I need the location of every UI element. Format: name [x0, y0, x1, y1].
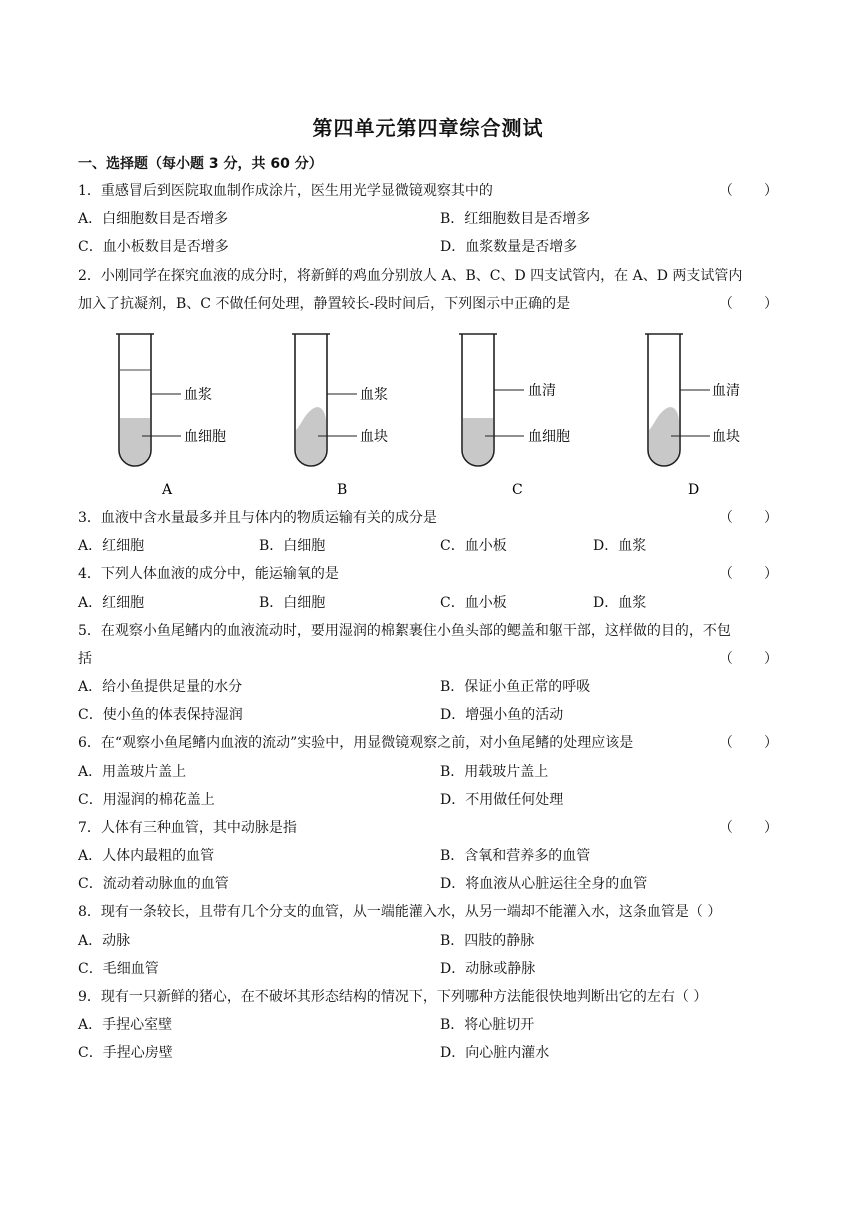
option-b: B．四肢的静脉	[440, 933, 535, 949]
option-c: C．血小板	[440, 595, 507, 611]
test-tube-d	[645, 334, 740, 498]
option-d: D．血浆	[593, 538, 647, 554]
answer-bracket: （ ）	[718, 566, 778, 582]
test-tube-c	[459, 334, 570, 498]
option-d: D．将血液从心脏运往全身的血管	[440, 876, 648, 892]
question-3	[78, 508, 778, 528]
question-4	[78, 564, 778, 584]
question-1	[78, 181, 778, 201]
option-c: C．血小板数目是否增多	[78, 239, 229, 255]
test-tube-figure	[78, 322, 778, 502]
question-7	[78, 818, 778, 838]
option-a: A．红细胞	[78, 595, 145, 611]
section-heading: 一、选择题（每小题 3 分，共 60 分）	[78, 156, 323, 172]
label-b-top: 血浆	[360, 387, 388, 403]
test-tube-a	[116, 334, 226, 498]
option-b: B．含氧和营养多的血管	[440, 848, 591, 864]
question-6	[78, 733, 778, 753]
question-stem: 6．在“观察小鱼尾鳍内血液的流动”实验中，用显微镜观察之前，对小鱼尾鳍的处理应该是	[78, 735, 634, 751]
option-a: A．白细胞数目是否增多	[78, 211, 229, 227]
question-5	[78, 649, 778, 669]
option-c: C．使小鱼的体表保持湿润	[78, 707, 243, 723]
option-d: D．血浆数量是否增多	[440, 239, 578, 255]
answer-bracket: （ ）	[718, 651, 778, 667]
option-d: D．增强小鱼的活动	[440, 707, 564, 723]
option-b: B．将心脏切开	[440, 1017, 535, 1033]
question-stem: 3．血液中含水量最多并且与体内的物质运输有关的成分是	[78, 510, 437, 526]
question-5-line1: 5．在观察小鱼尾鳍内的血液流动时，要用湿润的棉絮裹住小鱼头部的鳃盖和躯干部，这样做的目的，不包	[78, 623, 731, 639]
option-b: B．保证小鱼正常的呼吸	[440, 679, 591, 695]
option-a: A．手捏心室壁	[78, 1017, 173, 1033]
label-b-bottom: 血块	[360, 429, 388, 445]
option-c: C．用湿润的棉花盖上	[78, 792, 215, 808]
question-stem: 加入了抗凝剂，B、C 不做任何处理，静置较长-段时间后，下列图示中正确的是	[78, 296, 571, 312]
question-8: 8．现有一条较长，且带有几个分支的血管，从一端能灌入水，从另一端却不能灌入水，这条血管是（ ）	[78, 904, 722, 920]
option-b: B．白细胞	[259, 595, 326, 611]
option-a: A．给小鱼提供足量的水分	[78, 679, 243, 695]
label-c-bottom: 血细胞	[528, 429, 570, 445]
question-stem: 1．重感冒后到医院取血制作成涂片，医生用光学显微镜观察其中的	[78, 183, 493, 199]
label-a-bottom: 血细胞	[184, 429, 226, 445]
question-stem: 4．下列人体血液的成分中，能运输氧的是	[78, 566, 339, 582]
caption-c: C	[512, 482, 523, 498]
question-9: 9．现有一只新鲜的猪心，在不破坏其形态结构的情况下，下列哪种方法能很快地判断出它的左右（ ）	[78, 989, 708, 1005]
answer-bracket: （ ）	[718, 820, 778, 836]
question-2-line1: 2．小刚同学在探究血液的成分时，将新鲜的鸡血分别放人 A、B、C、D 四支试管内，在 A、D 两支试管内	[78, 268, 743, 284]
caption-b: B	[337, 482, 348, 498]
option-d: D．动脉或静脉	[440, 961, 536, 977]
option-b: B．用载玻片盖上	[440, 764, 549, 780]
question-2	[78, 294, 778, 314]
option-c: C．毛细血管	[78, 961, 159, 977]
answer-bracket: （ ）	[718, 510, 778, 526]
question-stem: 7．人体有三种血管，其中动脉是指	[78, 820, 297, 836]
label-d-bottom: 血块	[712, 429, 740, 445]
option-a: A．人体内最粗的血管	[78, 848, 215, 864]
option-a: A．用盖玻片盖上	[78, 764, 187, 780]
page-title: 第四单元第四章综合测试	[312, 116, 544, 140]
option-a: A．红细胞	[78, 538, 145, 554]
option-b: B．白细胞	[259, 538, 326, 554]
label-c-top: 血清	[528, 383, 556, 399]
option-c: C．血小板	[440, 538, 507, 554]
option-c: C．手捏心房壁	[78, 1045, 173, 1061]
label-d-top: 血清	[712, 383, 740, 399]
option-a: A．动脉	[78, 933, 131, 949]
answer-bracket: （ ）	[718, 735, 778, 751]
caption-a: A	[162, 482, 173, 498]
answer-bracket: （ ）	[718, 183, 778, 199]
option-c: C．流动着动脉血的血管	[78, 876, 229, 892]
test-tube-b	[292, 334, 388, 498]
answer-bracket: （ ）	[718, 296, 778, 312]
option-d: D．血浆	[593, 595, 647, 611]
option-b: B．红细胞数目是否增多	[440, 211, 591, 227]
caption-d: D	[688, 482, 700, 498]
question-stem: 括	[78, 651, 92, 667]
option-d: D．不用做任何处理	[440, 792, 564, 808]
option-d: D．向心脏内灌水	[440, 1045, 550, 1061]
label-a-top: 血浆	[184, 387, 212, 403]
